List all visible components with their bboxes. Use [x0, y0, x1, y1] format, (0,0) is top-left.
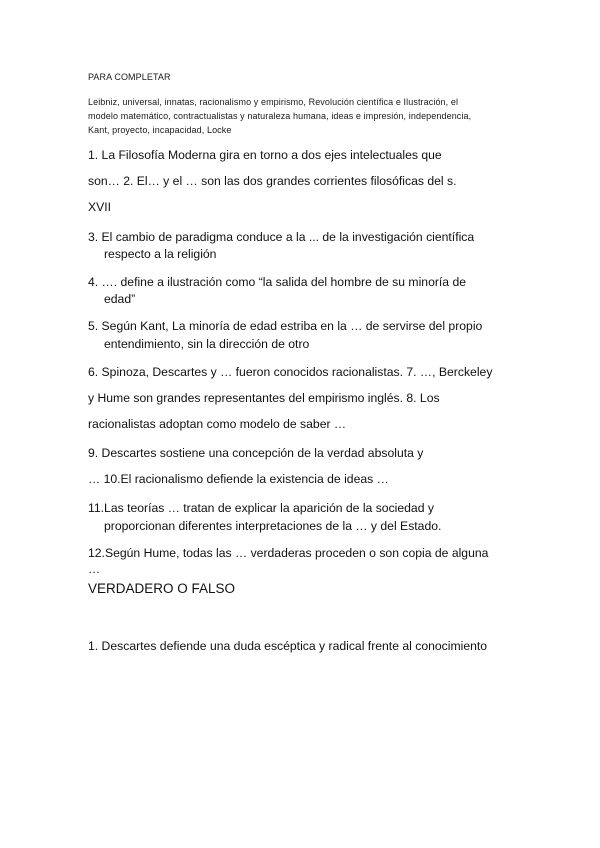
- section-title-verdadero-falso: VERDADERO O FALSO: [88, 581, 236, 596]
- question-line-16: proporcionan diferentes interpretaciones de la … y del Estado.: [104, 519, 442, 533]
- word-bank-line-1: Leibniz, universal, innatas, racionalismo y empirismo, Revolución científica e Ilustración, el: [88, 97, 459, 107]
- question-line-3: XVII: [88, 200, 112, 214]
- question-line-17: 12.Según Hume, todas las … verdaderas proceden o son copia de alguna: [88, 546, 489, 560]
- question-line-13: 9. Descartes sostiene una concepción de la verdad absoluta y: [88, 446, 424, 460]
- true-false-item-1: 1. Descartes defiende una duda escéptica y radical frente al conocimiento: [88, 639, 488, 653]
- word-bank-line-3: Kant, proyecto, incapacidad, Locke: [88, 125, 232, 135]
- question-line-8: 5. Según Kant, La minoría de edad estriba en la … de servirse del propio: [88, 319, 483, 333]
- question-line-1: 1. La Filosofía Moderna gira en torno a dos ejes intelectuales que: [88, 148, 442, 162]
- question-line-14: … 10.El racionalismo defiende la existencia de ideas …: [88, 472, 389, 486]
- question-line-18: …: [88, 562, 101, 576]
- question-line-2: son… 2. El… y el … son las dos grandes corrientes filosóficas del s.: [88, 174, 457, 188]
- question-line-9: entendimiento, sin la dirección de otro: [104, 337, 310, 351]
- question-line-6: 4. …. define a ilustración como “la salida del hombre de su minoría de: [88, 275, 467, 289]
- word-bank-line-2: modelo matemático, contractualistas y naturaleza humana, ideas e impresión, independencia,: [88, 111, 472, 121]
- question-line-5: respecto a la religión: [104, 247, 217, 261]
- question-line-12: racionalistas adoptan como modelo de saber …: [88, 417, 347, 431]
- section-title-para-completar: PARA COMPLETAR: [88, 72, 171, 82]
- question-line-15: 11.Las teorías … tratan de explicar la aparición de la sociedad y: [88, 501, 434, 515]
- question-line-10: 6. Spinoza, Descartes y … fueron conocidos racionalistas. 7. …, Berckeley: [88, 365, 493, 379]
- question-line-11: y Hume son grandes representantes del empirismo inglés. 8. Los: [88, 391, 440, 405]
- question-line-7: edad”: [104, 292, 136, 306]
- question-line-4: 3. El cambio de paradigma conduce a la ... de la investigación científica: [88, 230, 475, 244]
